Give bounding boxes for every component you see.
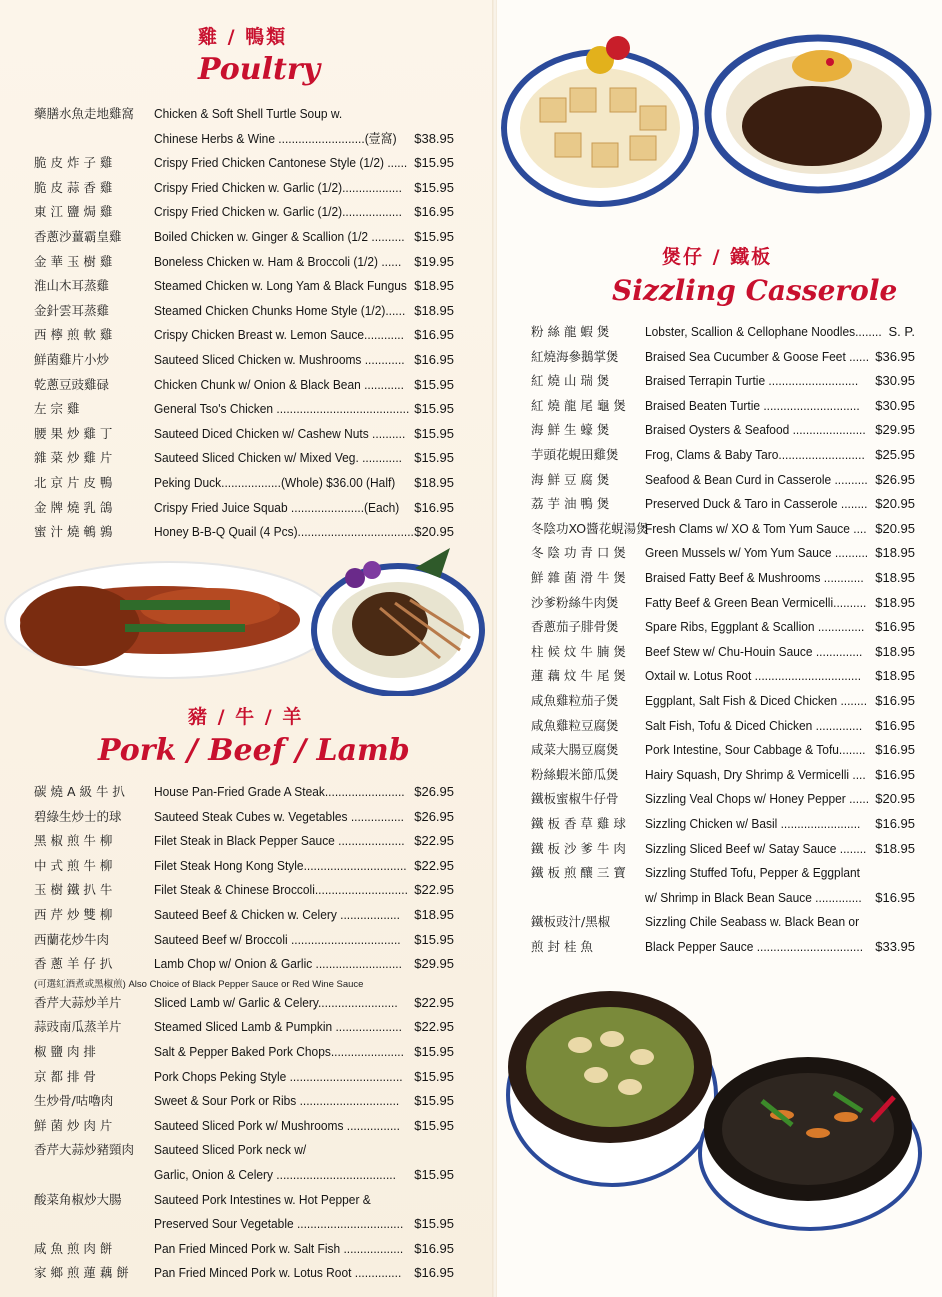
item-price: $18.95 bbox=[414, 907, 454, 922]
poultry-title-cn: 雞 / 鴨類 bbox=[198, 26, 288, 48]
item-price: $15.95 bbox=[414, 179, 454, 195]
item-name-en: Sizzling Chile Seabass w. Black Bean or bbox=[645, 914, 860, 930]
menu-item bbox=[531, 543, 915, 568]
item-name-cn-line2: 煎 封 桂 魚 bbox=[531, 938, 593, 954]
item-name-en: Sauteed Sliced Pork neck w/ bbox=[154, 1142, 307, 1158]
item-name-en: Pork Chops Peking Style .................................. bbox=[154, 1068, 403, 1084]
item-price: $16.95 bbox=[414, 352, 454, 367]
item-name-en: Honey B-B-Q Quail (4 Pcs)................................... bbox=[154, 524, 414, 540]
menu-item bbox=[34, 448, 454, 473]
poultry-dish-photo bbox=[0, 538, 493, 696]
item-price: $16.95 bbox=[875, 766, 915, 782]
item-name-cn: 蒜豉南瓜蒸羊片 bbox=[34, 1019, 122, 1035]
item-name-en: Sizzling Stuffed Tofu, Pepper & Eggplant bbox=[645, 865, 860, 881]
menu-item bbox=[34, 880, 454, 905]
menu-item bbox=[34, 350, 454, 375]
item-price: $15.95 bbox=[414, 401, 454, 417]
menu-item bbox=[34, 276, 454, 301]
item-name-cn: 鮮菌雞片小炒 bbox=[34, 352, 110, 367]
item-name-en: Pan Fried Minced Pork w. Lotus Root .............. bbox=[154, 1265, 402, 1281]
item-name-cn: 咸魚雞粒豆腐煲 bbox=[531, 717, 619, 733]
menu-item bbox=[531, 617, 915, 642]
menu-item bbox=[531, 445, 915, 470]
item-name-en: Sliced Lamb w/ Garlic & Celery........................ bbox=[154, 994, 398, 1010]
item-name-cn: 鐵板豉汁/黑椒 bbox=[531, 914, 611, 930]
item-name-en: Filet Steak & Chinese Broccoli............................ bbox=[154, 882, 408, 898]
menu-item bbox=[34, 1017, 454, 1042]
item-price: $18.95 bbox=[875, 570, 915, 585]
item-name-en: Sauteed Beef w/ Broccoli ................................. bbox=[154, 931, 401, 947]
menu-item bbox=[34, 1116, 454, 1141]
menu-item bbox=[531, 765, 915, 790]
item-price: $15.95 bbox=[414, 1117, 454, 1133]
item-name-en: Braised Sea Cucumber & Goose Feet ...... bbox=[645, 348, 870, 364]
menu-item bbox=[531, 863, 915, 912]
item-price: $16.95 bbox=[875, 889, 915, 905]
item-name-cn: 生炒骨/咕嚕肉 bbox=[34, 1093, 114, 1109]
item-name-en: Sauteed Diced Chicken w/ Cashew Nuts .......... bbox=[154, 425, 406, 441]
item-name-cn: 雜 菜 炒 雞 片 bbox=[34, 450, 113, 466]
item-price: $15.95 bbox=[414, 450, 454, 466]
item-name-en: Filet Steak Hong Kong Style............................... bbox=[154, 857, 407, 873]
sizzling-title-cn: 煲仔 / 鐵板 bbox=[662, 246, 773, 268]
item-name-cn: 鮮 菌 炒 肉 片 bbox=[34, 1117, 113, 1133]
item-name-en: Lobster, Scallion & Cellophane Noodles........ bbox=[645, 324, 882, 339]
item-price: $20.95 bbox=[875, 496, 915, 512]
item-name-en: Braised Beaten Turtie ............................. bbox=[645, 397, 860, 413]
item-name-cn: 東 江 鹽 焗 雞 bbox=[34, 204, 113, 220]
menu-item bbox=[531, 470, 915, 495]
item-price: $16.95 bbox=[414, 204, 454, 220]
item-name-cn: 碳 燒 A 級 牛 扒 bbox=[34, 784, 125, 799]
menu-item bbox=[34, 399, 454, 424]
menu-item bbox=[531, 691, 915, 716]
item-name-cn: 西蘭花炒牛肉 bbox=[34, 931, 110, 947]
menu-item bbox=[34, 807, 454, 832]
menu-item bbox=[34, 178, 454, 203]
poultry-title-en: Poultry bbox=[198, 52, 321, 87]
menu-item bbox=[34, 375, 454, 400]
item-name-en: Preserved Duck & Taro in Casserole ........ bbox=[645, 496, 868, 512]
sizzling-title-en: Sizzling Casserole bbox=[612, 274, 898, 307]
item-price: $15.95 bbox=[414, 155, 454, 171]
menu-item bbox=[531, 740, 915, 765]
item-price: $16.95 bbox=[414, 327, 454, 343]
item-price: $29.95 bbox=[414, 956, 454, 972]
item-name-en: Crispy Fried Chicken w. Garlic (1/2).................. bbox=[154, 179, 402, 195]
item-price: $16.95 bbox=[875, 816, 915, 831]
item-name-cn: 鐵 板 煎 釀 三 寶 bbox=[531, 865, 626, 881]
menu-item bbox=[531, 519, 915, 544]
menu-item bbox=[34, 831, 454, 856]
item-name-en: House Pan-Fried Grade A Steak........................ bbox=[154, 784, 405, 799]
item-name-en: Braised Oysters & Seafood ...................... bbox=[645, 422, 866, 438]
item-price: $33.95 bbox=[875, 938, 915, 954]
item-name-en: Fresh Clams w/ XO & Tom Yum Sauce .... bbox=[645, 520, 867, 536]
menu-item bbox=[34, 1042, 454, 1067]
item-name-cn: 藥膳水魚走地雞窩 bbox=[34, 106, 135, 121]
menu-item bbox=[531, 593, 915, 618]
appetizer-dish-photo bbox=[500, 18, 942, 208]
item-name-cn: 腰 果 炒 雞 丁 bbox=[34, 425, 113, 441]
item-price: $18.95 bbox=[875, 545, 915, 561]
menu-item bbox=[34, 498, 454, 523]
item-name-cn: 咸 魚 煎 肉 餅 bbox=[34, 1240, 113, 1256]
item-name-en: Spare Ribs, Eggplant & Scallion .............. bbox=[645, 619, 865, 635]
menu-item bbox=[34, 930, 454, 955]
menu-item bbox=[34, 993, 454, 1018]
menu-item bbox=[531, 716, 915, 741]
item-price: $18.95 bbox=[875, 594, 915, 610]
item-name-en: Steamed Chicken w. Long Yam & Black Fungus bbox=[154, 278, 407, 294]
menu-item bbox=[34, 1263, 454, 1288]
item-name-en: Chicken & Soft Shell Turtle Soup w. bbox=[154, 106, 343, 121]
item-name-cn: 海 鮮 生 蠔 煲 bbox=[531, 422, 610, 438]
item-name-en-line2: Preserved Sour Vegetable ................................ bbox=[154, 1216, 404, 1232]
item-name-cn: 金 牌 燒 乳 鴿 bbox=[34, 499, 113, 515]
item-price: $16.95 bbox=[414, 1265, 454, 1281]
item-name-en: Crispy Chicken Breast w. Lemon Sauce............ bbox=[154, 327, 404, 343]
item-name-cn: 荔 芋 油 鴨 煲 bbox=[531, 496, 610, 512]
sizzling-menu-list bbox=[531, 322, 915, 952]
item-name-cn: 冬陰功XO醬花蜆湯煲 bbox=[531, 520, 649, 536]
item-price: $26.95 bbox=[414, 784, 454, 799]
item-name-cn: 紅 燒 龍 尾 龜 煲 bbox=[531, 397, 626, 413]
menu-item bbox=[34, 202, 454, 227]
item-price: $16.95 bbox=[414, 499, 454, 515]
item-name-cn: 咸魚雞粒茄子煲 bbox=[531, 693, 619, 708]
menu-item bbox=[531, 839, 915, 864]
item-price: $22.95 bbox=[414, 882, 454, 898]
item-name-en: Chicken Chunk w/ Onion & Black Bean ............ bbox=[154, 376, 404, 392]
poultry-menu-list bbox=[34, 104, 454, 540]
item-price: $25.95 bbox=[875, 447, 915, 462]
item-name-en: Hairy Squash, Dry Shrimp & Vermicelli .... bbox=[645, 766, 866, 782]
item-price: $15.95 bbox=[414, 1068, 454, 1084]
menu-item bbox=[531, 371, 915, 396]
menu-item bbox=[531, 912, 915, 961]
item-name-en-line2: Black Pepper Sauce ................................ bbox=[645, 938, 864, 954]
item-name-en: Pork Intestine, Sour Cabbage & Tofu........ bbox=[645, 742, 866, 758]
item-name-en: Oxtail w. Lotus Root ................................ bbox=[645, 668, 862, 684]
pork-title-en: Pork / Beef / Lamb bbox=[98, 733, 410, 768]
item-name-cn: 鮮 雜 菌 滑 牛 煲 bbox=[531, 570, 626, 585]
item-name-cn: 玉 樹 鐵 扒 牛 bbox=[34, 882, 113, 898]
item-price: $15.95 bbox=[414, 931, 454, 947]
item-price: $20.95 bbox=[875, 791, 915, 807]
item-price: $18.95 bbox=[875, 668, 915, 684]
item-name-cn: 冬 陰 功 青 口 煲 bbox=[531, 545, 626, 561]
item-name-cn: 粉 絲 龍 蝦 煲 bbox=[531, 324, 610, 339]
item-name-cn: 西 檸 煎 軟 雞 bbox=[34, 327, 113, 343]
item-name-cn: 左 宗 雞 bbox=[34, 401, 80, 417]
item-price: $18.95 bbox=[875, 840, 915, 856]
item-name-cn: 碧綠生炒士的球 bbox=[34, 808, 122, 824]
menu-item bbox=[34, 1140, 454, 1189]
item-price: $30.95 bbox=[875, 397, 915, 413]
item-price: $19.95 bbox=[414, 253, 454, 269]
menu-item bbox=[34, 325, 454, 350]
item-name-en: Crispy Fried Chicken Cantonese Style (1/2) ...... bbox=[154, 155, 408, 171]
item-name-en: Steamed Sliced Lamb & Pumpkin .................... bbox=[154, 1019, 402, 1035]
item-price: $18.95 bbox=[414, 475, 454, 490]
item-name-cn: 北 京 片 皮 鴨 bbox=[34, 475, 113, 490]
item-name-en: Filet Steak in Black Pepper Sauce .................... bbox=[154, 833, 405, 849]
item-name-en: Crispy Fried Juice Squab ......................(Each) bbox=[154, 499, 400, 515]
item-name-en: Sizzling Sliced Beef w/ Satay Sauce ........ bbox=[645, 840, 867, 856]
item-name-en: Sauteed Sliced Chicken w. Mushrooms ............ bbox=[154, 352, 405, 367]
item-price: $15.95 bbox=[414, 1093, 454, 1109]
item-name-en: Sauteed Pork Intestines w. Hot Pepper & bbox=[154, 1191, 371, 1207]
item-name-cn: 蜜 汁 燒 鵪 鶉 bbox=[34, 524, 113, 540]
clay-pot-dish-photo bbox=[500, 975, 942, 1245]
item-price: $22.95 bbox=[414, 833, 454, 849]
menu-item bbox=[531, 322, 915, 347]
item-price: $20.95 bbox=[875, 520, 915, 536]
item-name-en: Salt Fish, Tofu & Diced Chicken .............. bbox=[645, 717, 863, 733]
item-name-cn: 紅燒海參鵝掌煲 bbox=[531, 348, 619, 364]
item-price: $15.95 bbox=[414, 1166, 454, 1182]
menu-item bbox=[531, 789, 915, 814]
item-name-cn: 鐵板蜜椒牛仔骨 bbox=[531, 791, 619, 807]
item-price: $15.95 bbox=[414, 425, 454, 441]
item-name-en: Steamed Chicken Chunks Home Style (1/2)...... bbox=[154, 302, 406, 318]
item-name-en: Sauteed Sliced Chicken w/ Mixed Veg. ............ bbox=[154, 450, 402, 466]
item-name-cn: 椒 鹽 肉 排 bbox=[34, 1044, 96, 1059]
item-name-en: Fatty Beef & Green Bean Vermicelli.......... bbox=[645, 594, 867, 610]
menu-item bbox=[34, 1190, 454, 1239]
item-price: $16.95 bbox=[875, 742, 915, 758]
item-price: $22.95 bbox=[414, 994, 454, 1010]
item-name-en: Sauteed Steak Cubes w. Vegetables ................ bbox=[154, 808, 404, 824]
menu-item bbox=[34, 252, 454, 277]
item-name-cn: 香蔥茄子腓骨煲 bbox=[531, 619, 619, 635]
item-name-cn: 柱 候 炆 牛 腩 煲 bbox=[531, 643, 626, 659]
item-price: $26.95 bbox=[875, 471, 915, 487]
item-name-cn: 脆 皮 炸 子 雞 bbox=[34, 155, 113, 171]
item-name-cn: 金 華 玉 樹 雞 bbox=[34, 253, 113, 269]
item-price: $18.95 bbox=[414, 278, 454, 294]
item-name-cn: 中 式 煎 牛 柳 bbox=[34, 857, 113, 873]
menu-item bbox=[34, 424, 454, 449]
pork-title-cn: 豬 / 牛 / 羊 bbox=[188, 706, 304, 728]
item-name-en: Eggplant, Salt Fish & Diced Chicken ........ bbox=[645, 693, 868, 708]
menu-item bbox=[34, 473, 454, 498]
item-price: $18.95 bbox=[414, 302, 454, 318]
item-name-en: Crispy Fried Chicken w. Garlic (1/2).................. bbox=[154, 204, 402, 220]
item-name-en: Sweet & Sour Pork or Ribs .............................. bbox=[154, 1093, 400, 1109]
menu-item bbox=[531, 347, 915, 372]
item-name-en: Braised Fatty Beef & Mushrooms ............ bbox=[645, 570, 864, 585]
item-name-cn: 乾蔥豆豉雞碌 bbox=[34, 376, 110, 392]
item-name-cn: 香 蔥 羊 仔 扒 bbox=[34, 956, 113, 972]
menu-item bbox=[531, 666, 915, 691]
item-name-en: Beef Stew w/ Chu-Houin Sauce .............. bbox=[645, 643, 863, 659]
item-name-en: Sizzling Veal Chops w/ Honey Pepper ...... bbox=[645, 791, 870, 807]
item-name-cn: 酸菜角椒炒大腸 bbox=[34, 1191, 122, 1207]
item-name-en: Lamb Chop w/ Onion & Garlic .......................... bbox=[154, 956, 402, 972]
item-name-en: Boneless Chicken w. Ham & Broccoli (1/2) ...... bbox=[154, 253, 402, 269]
menu-item bbox=[34, 104, 454, 153]
item-name-cn: 香芹大蒜炒豬頸肉 bbox=[34, 1142, 135, 1158]
item-name-en: Sizzling Chicken w/ Basil ........................ bbox=[645, 816, 861, 831]
item-name-cn: 咸菜大腸豆腐煲 bbox=[531, 742, 619, 758]
item-name-cn: 金針雲耳蒸雞 bbox=[34, 302, 110, 318]
item-price: $16.95 bbox=[414, 1240, 454, 1256]
item-name-en: Boiled Chicken w. Ginger & Scallion (1/2 .......... bbox=[154, 229, 405, 244]
item-name-en: Sauteed Sliced Pork w/ Mushrooms ................ bbox=[154, 1117, 400, 1133]
item-price: $15.95 bbox=[414, 229, 454, 244]
menu-item bbox=[34, 1239, 454, 1264]
item-name-en: Green Mussels w/ Yom Yum Sauce .......... bbox=[645, 545, 869, 561]
item-price: $22.95 bbox=[414, 857, 454, 873]
menu-item bbox=[34, 1067, 454, 1092]
item-name-cn: 海 鮮 豆 腐 煲 bbox=[531, 471, 610, 487]
menu-item bbox=[34, 905, 454, 930]
item-price: $22.95 bbox=[414, 1019, 454, 1035]
menu-item bbox=[531, 396, 915, 421]
item-price: $16.95 bbox=[875, 717, 915, 733]
item-name-cn: 芋頭花蜆田雞煲 bbox=[531, 447, 619, 462]
menu-item bbox=[531, 494, 915, 519]
item-price: $15.95 bbox=[414, 376, 454, 392]
item-price: $18.95 bbox=[875, 643, 915, 659]
menu-item bbox=[531, 642, 915, 667]
menu-item bbox=[34, 227, 454, 252]
pork-menu-list bbox=[34, 782, 454, 1282]
item-name-cn: 京 都 排 骨 bbox=[34, 1068, 96, 1084]
item-price: $15.95 bbox=[414, 1044, 454, 1059]
item-name-en-line2: Garlic, Onion & Celery .................................... bbox=[154, 1166, 396, 1182]
menu-item bbox=[531, 568, 915, 593]
item-price: $20.95 bbox=[414, 524, 454, 540]
item-name-cn: 粉絲蝦米節瓜煲 bbox=[531, 766, 619, 782]
item-name-en: Pan Fried Minced Pork w. Salt Fish .................. bbox=[154, 1240, 404, 1256]
item-price: $36.95 bbox=[875, 348, 915, 364]
item-name-cn: 鐵 板 沙 爹 牛 肉 bbox=[531, 840, 626, 856]
item-name-en-line2: w/ Shrimp in Black Bean Sauce .............. bbox=[645, 889, 862, 905]
item-name-cn: 鐵 板 香 草 雞 球 bbox=[531, 816, 626, 831]
item-name-en: Braised Terrapin Turtie ........................... bbox=[645, 373, 859, 389]
item-name-cn: 香蔥沙薑霸皇雞 bbox=[34, 229, 122, 244]
menu-item bbox=[34, 301, 454, 326]
item-price: $16.95 bbox=[875, 693, 915, 708]
item-name-cn: 淮山木耳蒸雞 bbox=[34, 278, 110, 294]
menu-item bbox=[34, 782, 454, 807]
menu-item bbox=[34, 153, 454, 178]
item-name-cn: 香芹大蒜炒羊片 bbox=[34, 994, 122, 1010]
item-name-cn: 脆 皮 蒜 香 雞 bbox=[34, 179, 113, 195]
item-name-cn: 黑 椒 煎 牛 柳 bbox=[34, 833, 113, 849]
menu-item bbox=[34, 1091, 454, 1116]
item-price: $26.95 bbox=[414, 808, 454, 824]
item-price: $15.95 bbox=[414, 1216, 454, 1232]
item-name-en: Frog, Clams & Baby Taro.......................... bbox=[645, 447, 865, 462]
item-price: $16.95 bbox=[875, 619, 915, 635]
menu-item bbox=[34, 856, 454, 881]
item-price: $38.95 bbox=[414, 130, 454, 146]
item-name-cn: 西 芹 炒 雙 柳 bbox=[34, 907, 113, 922]
item-name-en: Seafood & Bean Curd in Casserole .......... bbox=[645, 471, 868, 487]
menu-item bbox=[531, 814, 915, 839]
item-name-cn: 蓮 藕 炆 牛 尾 煲 bbox=[531, 668, 626, 684]
item-price: S. P. bbox=[888, 324, 915, 339]
item-name-en: Peking Duck..................(Whole) $36.00 (Half) bbox=[154, 475, 396, 490]
sauce-choice-note: (可選紅酒煮或黑椒煎) Also Choice of Black Pepper Sauce or Red Wine Sauce bbox=[34, 978, 364, 990]
item-price: $30.95 bbox=[875, 373, 915, 389]
item-name-cn: 紅 燒 山 瑞 煲 bbox=[531, 373, 610, 389]
item-name-cn: 家 鄉 煎 蓮 藕 餅 bbox=[34, 1265, 129, 1281]
item-name-en: Salt & Pepper Baked Pork Chops...................... bbox=[154, 1044, 404, 1059]
item-price: $29.95 bbox=[875, 422, 915, 438]
item-name-en-line2: Chinese Herbs & Wine ..........................(壹窩) bbox=[154, 130, 397, 146]
menu-item bbox=[531, 420, 915, 445]
item-name-en: General Tso's Chicken ........................................ bbox=[154, 401, 410, 417]
item-name-cn: 沙爹粉絲牛肉煲 bbox=[531, 594, 619, 610]
item-name-en: Sauteed Beef & Chicken w. Celery .................. bbox=[154, 907, 400, 922]
